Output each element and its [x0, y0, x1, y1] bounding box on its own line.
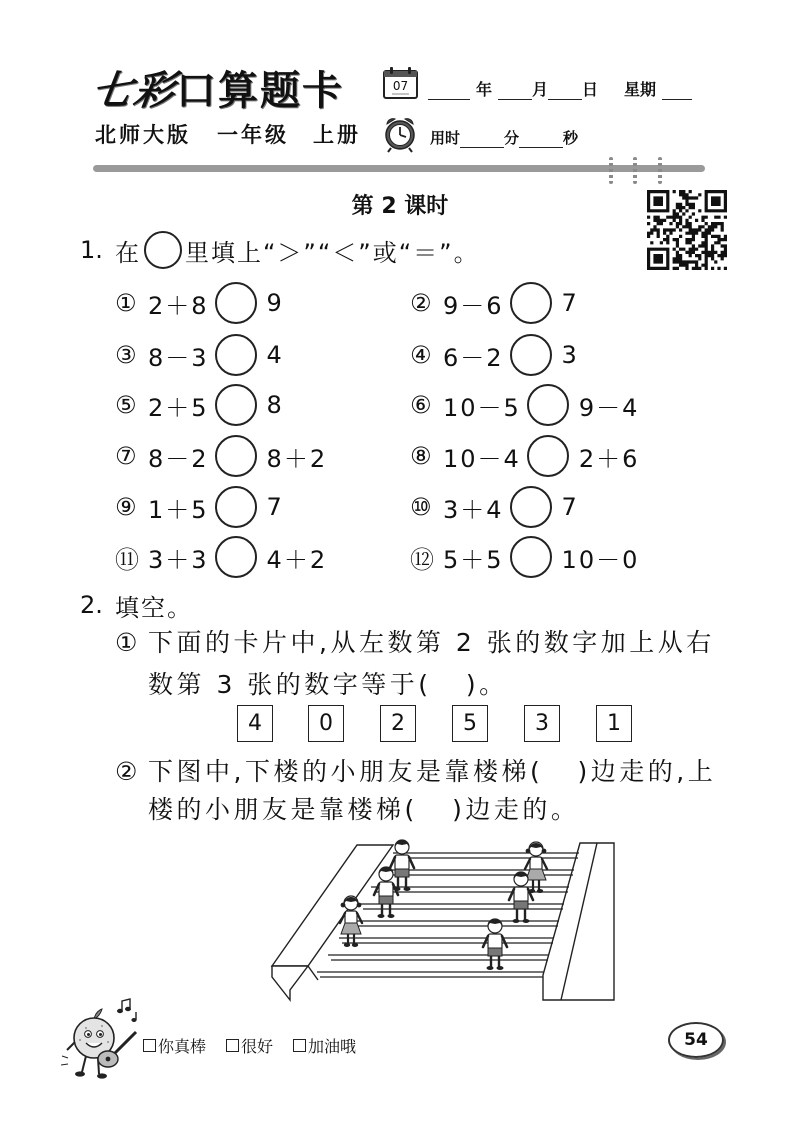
question2-line2: 楼的小朋友是靠楼梯( )边走的。: [148, 795, 580, 824]
section2-title: 填空。: [115, 593, 193, 622]
day-label: 日: [582, 80, 599, 99]
problem-marker: ⑨: [115, 493, 137, 521]
calendar-icon: [381, 65, 421, 101]
problem-right-expression: 7: [266, 493, 284, 521]
problem-left-expression: 5＋5: [443, 545, 504, 574]
number-card: 2: [380, 705, 416, 742]
problem-5: [115, 383, 284, 427]
answer-circle[interactable]: [215, 334, 257, 376]
divider-ornament: [609, 157, 613, 184]
rating-checkbox[interactable]: [226, 1039, 239, 1052]
answer-circle[interactable]: [510, 282, 552, 324]
problem-right-expression: 3: [561, 341, 579, 369]
rating-option: [293, 1034, 356, 1057]
edition: 北师大版: [95, 123, 191, 147]
problem-left-expression: 3＋3: [148, 545, 209, 574]
date-line: [428, 76, 692, 100]
second-label: 秒: [563, 129, 579, 147]
time-line: [430, 124, 578, 148]
question2-text-1: 下图中,下楼的小朋友是靠楼梯( )边走的,上: [148, 757, 717, 786]
problem-marker: ⑥: [410, 391, 432, 419]
problem-marker: ⑩: [410, 493, 432, 521]
logo: [88, 66, 344, 116]
page-number: 54: [668, 1022, 724, 1058]
problem-12: [410, 535, 639, 579]
problem-1: [115, 281, 284, 325]
left-rail-top: [272, 845, 393, 966]
problem-right-expression: 7: [561, 493, 579, 521]
child-going-up: [483, 919, 507, 970]
answer-circle[interactable]: [510, 486, 552, 528]
circle-symbol: [144, 231, 182, 269]
rating-checkbox[interactable]: [293, 1039, 306, 1052]
rating-label: 你真棒: [158, 1036, 207, 1056]
problem-left-expression: 6－2: [443, 343, 504, 372]
problem-11: [115, 535, 327, 579]
rating-label: 加油哦: [308, 1036, 357, 1056]
problem-right-expression: 9: [266, 289, 284, 317]
section2-number: 2.: [80, 591, 103, 619]
answer-circle[interactable]: [215, 435, 257, 477]
year-label: 年: [476, 80, 493, 99]
answer-circle[interactable]: [215, 486, 257, 528]
question2-marker: ②: [115, 757, 138, 786]
problem-marker: ③: [115, 341, 137, 369]
answer-circle[interactable]: [510, 536, 552, 578]
number-card: 0: [308, 705, 344, 742]
problem-left-expression: 2＋8: [148, 291, 209, 320]
volume: 上册: [313, 123, 361, 147]
problem-left-expression: 10－5: [443, 393, 521, 422]
problem-right-expression: 10－0: [561, 545, 640, 574]
left-rail-front: [272, 966, 308, 1000]
weekday-label: 星期: [624, 80, 657, 99]
clock-icon: [381, 115, 419, 153]
grade: 一年级: [217, 123, 289, 147]
stairs-illustration: [268, 834, 618, 1004]
problem-left-expression: 3＋4: [443, 495, 504, 524]
rating-option: [143, 1034, 206, 1057]
problem-left-expression: 8－2: [148, 444, 209, 473]
child-going-up: [525, 842, 547, 893]
edition-line: [95, 119, 361, 149]
instruction-suffix: 里填上“＞”“＜”或“＝”。: [185, 238, 480, 267]
problem-marker: ④: [410, 341, 432, 369]
section2-heading: [80, 586, 193, 624]
month-label: 月: [532, 80, 549, 99]
rating-option: [226, 1034, 273, 1057]
problem-left-expression: 9－6: [443, 291, 504, 320]
instruction-prefix: 在: [115, 238, 141, 267]
header-divider: [93, 165, 705, 172]
number-card: 1: [596, 705, 632, 742]
problem-marker: ②: [410, 289, 432, 317]
number-card: 5: [452, 705, 488, 742]
problem-left-expression: 10－4: [443, 444, 521, 473]
weekday-blank[interactable]: [662, 81, 692, 100]
time-label: 用时: [430, 129, 461, 147]
second-blank[interactable]: [519, 129, 563, 148]
year-blank[interactable]: [428, 81, 470, 100]
question1-line2: 数第 3 张的数字等于( )。: [148, 670, 508, 699]
calendar-day: 07: [392, 79, 409, 93]
problem-marker: ⑧: [410, 442, 432, 470]
left-rail-side: [308, 966, 318, 980]
problem-right-expression: 8＋2: [266, 444, 328, 473]
month-blank[interactable]: [498, 81, 532, 100]
answer-circle[interactable]: [215, 282, 257, 324]
question2-line1: [115, 754, 716, 790]
number-card: 4: [237, 705, 273, 742]
lesson-title: 第 2 课时: [351, 194, 449, 219]
answer-circle[interactable]: [527, 384, 569, 426]
problem-right-expression: 4＋2: [266, 545, 328, 574]
problem-marker: ⑦: [115, 442, 137, 470]
logo-main-text: 口算题卡: [176, 68, 344, 114]
logo-brush-text: 七彩: [88, 68, 180, 114]
problem-marker: ①: [115, 289, 137, 317]
problem-left-expression: 1＋5: [148, 495, 209, 524]
question1-text-1: 下面的卡片中,从左数第 2 张的数字加上从右: [148, 628, 715, 657]
problem-right-expression: 8: [266, 391, 284, 419]
minute-blank[interactable]: [460, 129, 504, 148]
rating-label: 很好: [241, 1036, 274, 1056]
problem-marker: ⑤: [115, 391, 137, 419]
problem-7: [115, 434, 327, 478]
qr-code: [647, 190, 727, 270]
problem-2: [410, 281, 579, 325]
self-rating: [143, 1034, 376, 1056]
problem-10: [410, 485, 579, 529]
divider-ornament: [633, 157, 637, 184]
section1-number: 1.: [80, 236, 103, 264]
problem-4: [410, 333, 579, 377]
answer-circle[interactable]: [215, 536, 257, 578]
answer-circle[interactable]: [527, 435, 569, 477]
problem-marker: ⑫: [410, 545, 434, 574]
problem-3: [115, 333, 284, 377]
section1-instruction: [80, 231, 480, 269]
answer-circle[interactable]: [215, 384, 257, 426]
problem-left-expression: 8－3: [148, 343, 209, 372]
question1-line1: [115, 625, 715, 661]
problem-right-expression: 9－4: [578, 393, 640, 422]
rating-checkbox[interactable]: [143, 1039, 156, 1052]
problem-8: [410, 434, 639, 478]
problem-6: [410, 383, 639, 427]
day-blank[interactable]: [548, 81, 582, 100]
minute-label: 分: [504, 129, 520, 147]
question1-marker: ①: [115, 628, 138, 657]
problem-right-expression: 7: [561, 289, 579, 317]
problem-right-expression: 4: [266, 341, 284, 369]
problem-left-expression: 2＋5: [148, 393, 209, 422]
number-card: 3: [524, 705, 560, 742]
problem-right-expression: 2＋6: [578, 444, 640, 473]
divider-ornament: [658, 157, 662, 184]
answer-circle[interactable]: [510, 334, 552, 376]
problem-marker: ⑪: [115, 545, 139, 574]
problem-9: [115, 485, 284, 529]
mascot-orange-guitar: [58, 998, 146, 1082]
